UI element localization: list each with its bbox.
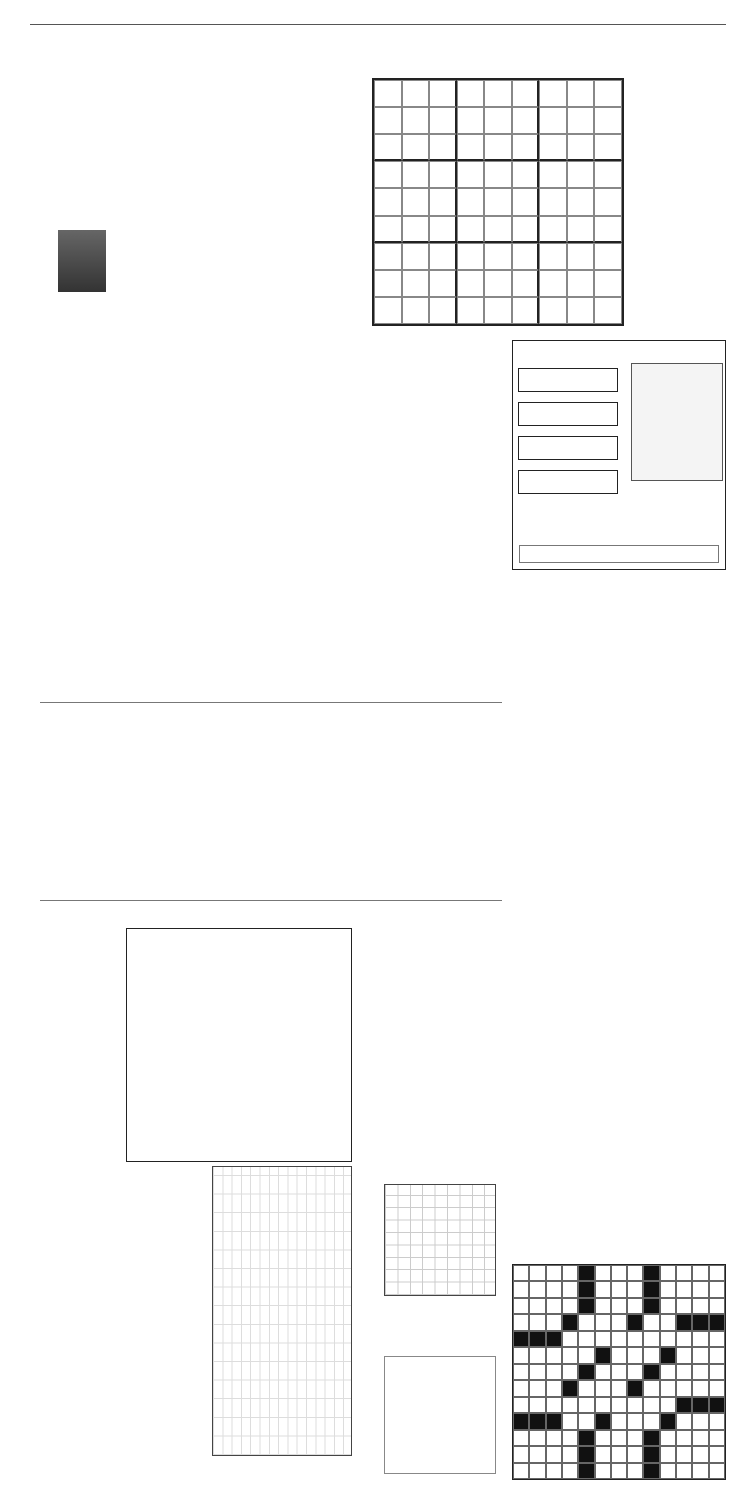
jumble-word-1 [518, 368, 618, 392]
sheffer-block [676, 1397, 692, 1413]
sudoku-cell [429, 188, 457, 215]
sudoku-cell [539, 161, 567, 188]
sheffer-cell [611, 1281, 627, 1297]
sheffer-cell [709, 1380, 725, 1396]
sudoku-cell [402, 107, 430, 134]
sheffer-cell [643, 1347, 659, 1363]
sudoku-cell [457, 297, 485, 324]
sudoku-cell [374, 216, 402, 243]
sudoku-cell [374, 188, 402, 215]
sheffer-cell [611, 1331, 627, 1347]
sheffer-cell [676, 1380, 692, 1396]
sheffer-cell [529, 1380, 545, 1396]
sudoku-cell [374, 107, 402, 134]
sheffer-cell [643, 1380, 659, 1396]
sheffer-clues [512, 1005, 726, 1247]
sudoku-cell [402, 243, 430, 270]
sheffer-cell [529, 1364, 545, 1380]
sudoku-cell [539, 80, 567, 107]
sheffer-cell [709, 1331, 725, 1347]
sudoku-cell [594, 243, 622, 270]
sheffer-cell [578, 1314, 594, 1330]
sheffer-cell [513, 1347, 529, 1363]
sheffer-block [643, 1265, 659, 1281]
sheffer-cell [546, 1446, 562, 1462]
sheffer-block [513, 1331, 529, 1347]
sheffer-cell [513, 1364, 529, 1380]
sheffer-cell [692, 1281, 708, 1297]
sheffer-cell [692, 1463, 708, 1479]
sheffer-block [562, 1314, 578, 1330]
sheffer-cell [546, 1397, 562, 1413]
sudoku-cell [539, 188, 567, 215]
sudoku-cell [567, 161, 595, 188]
sheffer-block [513, 1413, 529, 1429]
sudoku-grid [372, 78, 624, 326]
sudoku-cell [539, 134, 567, 161]
sudoku-cell [429, 134, 457, 161]
sudoku-cell [429, 243, 457, 270]
sudoku-cell [567, 134, 595, 161]
sheffer-cell [643, 1314, 659, 1330]
sudoku-cell [539, 297, 567, 324]
sheffer-cell [611, 1298, 627, 1314]
sudoku-cell [429, 161, 457, 188]
sheffer-cell [529, 1265, 545, 1281]
sudoku-cell [457, 216, 485, 243]
sheffer-cell [627, 1331, 643, 1347]
sudoku-cell [539, 270, 567, 297]
sheffer-block [595, 1413, 611, 1429]
sheffer-cell [676, 1347, 692, 1363]
sheffer-block [643, 1298, 659, 1314]
sheffer-cell [676, 1298, 692, 1314]
sheffer-cell [546, 1298, 562, 1314]
sheffer-grid [512, 1264, 726, 1480]
sheffer-block [627, 1314, 643, 1330]
sudoku-cell [484, 270, 512, 297]
advice-body [58, 145, 363, 605]
jumble-word-3 [518, 436, 618, 460]
sudoku-cell [484, 107, 512, 134]
sudoku-cell [594, 216, 622, 243]
sheffer-block [692, 1314, 708, 1330]
sudoku-cell [457, 134, 485, 161]
jumble-word-2 [518, 402, 618, 426]
sheffer-cell [513, 1314, 529, 1330]
sheffer-block [529, 1413, 545, 1429]
sheffer-cell [595, 1331, 611, 1347]
sheffer-cell [546, 1463, 562, 1479]
sheffer-cell [627, 1430, 643, 1446]
sheffer-cell [709, 1281, 725, 1297]
byline-spacer [58, 145, 267, 220]
sheffer-cell [627, 1446, 643, 1462]
sudoku-cell [512, 161, 540, 188]
sheffer-cell [513, 1446, 529, 1462]
sheffer-cell [692, 1430, 708, 1446]
sheffer-cell [611, 1413, 627, 1429]
sheffer-block [546, 1331, 562, 1347]
sheffer-cell [660, 1265, 676, 1281]
sheffer-block [578, 1463, 594, 1479]
sheffer-cell [611, 1430, 627, 1446]
sudoku-cell [429, 270, 457, 297]
sheffer-block [578, 1265, 594, 1281]
sheffer-block [578, 1298, 594, 1314]
sheffer-cell [562, 1446, 578, 1462]
sudoku-cell [512, 188, 540, 215]
sheffer-cell [692, 1380, 708, 1396]
sheffer-block [676, 1314, 692, 1330]
sheffer-block [578, 1430, 594, 1446]
sudoku-cell [512, 134, 540, 161]
sheffer-cell [546, 1265, 562, 1281]
sheffer-cell [595, 1446, 611, 1462]
sheffer-cell [611, 1446, 627, 1462]
sheffer-cell [595, 1364, 611, 1380]
sheffer-cell [692, 1446, 708, 1462]
sudoku-cell [567, 270, 595, 297]
sudoku-cell [402, 80, 430, 107]
commuter-down-clues [126, 1188, 210, 1498]
sheffer-block [595, 1347, 611, 1363]
sudoku-cell [457, 188, 485, 215]
sheffer-cell [676, 1430, 692, 1446]
sheffer-cell [627, 1265, 643, 1281]
commuter-across-clues [40, 928, 116, 1488]
sudoku-cell [484, 243, 512, 270]
sudoku-cell [402, 297, 430, 324]
sheffer-cell [676, 1281, 692, 1297]
sudoku-cell [594, 297, 622, 324]
sheffer-cell [660, 1298, 676, 1314]
sudoku-cell [484, 161, 512, 188]
sheffer-cell [611, 1364, 627, 1380]
sheffer-cell [676, 1265, 692, 1281]
sheffer-cell [529, 1430, 545, 1446]
sheffer-cell [611, 1265, 627, 1281]
sheffer-cell [562, 1413, 578, 1429]
sudoku-cell [374, 134, 402, 161]
sheffer-cell [546, 1281, 562, 1297]
sudoku-cell [512, 243, 540, 270]
sheffer-block [643, 1281, 659, 1297]
sudoku-cell [539, 243, 567, 270]
sudoku-cell [567, 243, 595, 270]
sheffer-cell [643, 1331, 659, 1347]
sheffer-cell [513, 1380, 529, 1396]
sudoku-cell [512, 297, 540, 324]
sheffer-cell [611, 1347, 627, 1363]
sheffer-cell [546, 1364, 562, 1380]
sheffer-cell [611, 1397, 627, 1413]
sudoku-cell [512, 216, 540, 243]
sheffer-cell [546, 1347, 562, 1363]
sudoku-cell [512, 107, 540, 134]
sudoku-cell [402, 216, 430, 243]
sheffer-cell [660, 1463, 676, 1479]
sheffer-cell [562, 1397, 578, 1413]
sudoku-cell [484, 188, 512, 215]
sudoku-cell [374, 297, 402, 324]
sheffer-cell [709, 1364, 725, 1380]
sudoku-cell [402, 161, 430, 188]
sudoku-cell [594, 188, 622, 215]
sheffer-cell [578, 1413, 594, 1429]
sheffer-cell [562, 1347, 578, 1363]
sheffer-cell [578, 1397, 594, 1413]
sudoku-cell [457, 107, 485, 134]
sheffer-cell [627, 1463, 643, 1479]
sheffer-cell [578, 1331, 594, 1347]
sheffer-cell [676, 1446, 692, 1462]
sudoku-cell [594, 80, 622, 107]
sudoku-cell [374, 270, 402, 297]
sheffer-cell [627, 1364, 643, 1380]
sheffer-cell [562, 1281, 578, 1297]
sheffer-block [546, 1413, 562, 1429]
sheffer-cell [529, 1314, 545, 1330]
sheffer-cell [611, 1380, 627, 1396]
sheffer-cell [595, 1463, 611, 1479]
sheffer-cell [513, 1397, 529, 1413]
sheffer-cell [562, 1463, 578, 1479]
sheffer-cell [660, 1364, 676, 1380]
sheffer-cell [595, 1314, 611, 1330]
commuter-rule [40, 900, 502, 901]
sheffer-block [643, 1364, 659, 1380]
sudoku-cell [484, 297, 512, 324]
commuter-grid [126, 928, 352, 1162]
sheffer-cell [692, 1347, 708, 1363]
sheffer-cell [660, 1314, 676, 1330]
sheffer-cell [595, 1380, 611, 1396]
sheffer-cell [692, 1331, 708, 1347]
sudoku-cell [484, 134, 512, 161]
sheffer-cell [513, 1298, 529, 1314]
sheffer-cell [562, 1430, 578, 1446]
sheffer-cell [692, 1298, 708, 1314]
sudoku-cell [567, 297, 595, 324]
sheffer-cell [627, 1298, 643, 1314]
sudoku-cell [429, 297, 457, 324]
sheffer-cell [595, 1397, 611, 1413]
sheffer-cell [595, 1281, 611, 1297]
sheffer-block [529, 1331, 545, 1347]
sheffer-cell [660, 1446, 676, 1462]
sheffer-cell [513, 1463, 529, 1479]
sudoku-cell [539, 216, 567, 243]
sheffer-block [660, 1413, 676, 1429]
sheffer-cell [562, 1364, 578, 1380]
sheffer-block [643, 1430, 659, 1446]
sheffer-block [660, 1347, 676, 1363]
sheffer-cell [709, 1413, 725, 1429]
sheffer-cell [595, 1298, 611, 1314]
sheffer-cell [513, 1265, 529, 1281]
sheffer-cell [627, 1397, 643, 1413]
sheffer-cell [529, 1298, 545, 1314]
sheffer-cell [627, 1281, 643, 1297]
sudoku-cell [567, 80, 595, 107]
sudoku-cell [429, 107, 457, 134]
sheffer-cell [709, 1265, 725, 1281]
sheffer-cell [660, 1281, 676, 1297]
sudoku-cell [457, 270, 485, 297]
sheffer-cell [529, 1463, 545, 1479]
sheffer-block [627, 1380, 643, 1396]
sudoku-cell [484, 80, 512, 107]
sudoku-cell [567, 107, 595, 134]
sudoku-cell [512, 80, 540, 107]
sudoku-cell [594, 107, 622, 134]
sheffer-cell [546, 1430, 562, 1446]
sheffer-cell [709, 1298, 725, 1314]
sheffer-cell [529, 1281, 545, 1297]
sheffer-cell [676, 1413, 692, 1429]
sheffer-cell [513, 1281, 529, 1297]
sudoku-cell [457, 243, 485, 270]
sudoku-cell [374, 161, 402, 188]
sheffer-cell [562, 1331, 578, 1347]
sheffer-cell [676, 1364, 692, 1380]
sheffer-cell [562, 1298, 578, 1314]
sheffer-block [643, 1446, 659, 1462]
sheffer-cell [709, 1446, 725, 1462]
sudoku-cell [429, 80, 457, 107]
sheffer-cell [611, 1314, 627, 1330]
sudoku-cell [539, 107, 567, 134]
commuter-solution-grid [212, 1166, 352, 1456]
sheffer-cell [643, 1413, 659, 1429]
sudoku-cell [374, 80, 402, 107]
sheffer-cell [692, 1413, 708, 1429]
sheffer-cell [529, 1397, 545, 1413]
sheffer-cell [660, 1397, 676, 1413]
horoscope-body [380, 364, 502, 980]
sudoku-cell [457, 80, 485, 107]
sheffer-cell [627, 1347, 643, 1363]
sheffer-cell [660, 1380, 676, 1396]
sheffer-cell [660, 1331, 676, 1347]
sheffer-block [578, 1364, 594, 1380]
sheffer-cell [709, 1430, 725, 1446]
sheffer-cell [546, 1314, 562, 1330]
sheffer-block [578, 1446, 594, 1462]
sheffer-cell [546, 1380, 562, 1396]
sheffer-block [578, 1281, 594, 1297]
sheffer-cell [562, 1265, 578, 1281]
sheffer-block [643, 1463, 659, 1479]
sheffer-cell [529, 1347, 545, 1363]
sheffer-cell [676, 1463, 692, 1479]
sudoku-cell [484, 216, 512, 243]
sudoku-cell [402, 270, 430, 297]
sheffer-cell [578, 1380, 594, 1396]
sheffer-cell [611, 1463, 627, 1479]
sheffer-block [709, 1397, 725, 1413]
sudoku-cell [567, 188, 595, 215]
sheffer-block [562, 1380, 578, 1396]
sudoku-cell [512, 270, 540, 297]
crypto-rule [40, 702, 502, 703]
jumble-answer-boxes [519, 545, 719, 563]
sudoku-cell [374, 243, 402, 270]
sheffer-cell [660, 1430, 676, 1446]
sheffer-block [709, 1314, 725, 1330]
sheffer-block [692, 1397, 708, 1413]
sheffer-cell [595, 1265, 611, 1281]
sheffer-cell [529, 1446, 545, 1462]
sheffer-cell [513, 1430, 529, 1446]
commuter-down-clues-2 [212, 1460, 352, 1508]
sudoku-cell [402, 188, 430, 215]
sudoku-cell [594, 161, 622, 188]
sudoku-cell [457, 161, 485, 188]
sheffer-cell [578, 1347, 594, 1363]
sudoku-solution-grid [384, 1184, 496, 1296]
sheffer-cell [692, 1364, 708, 1380]
sheffer-cell [709, 1463, 725, 1479]
header-rule [30, 24, 726, 25]
sheffer-cell [676, 1331, 692, 1347]
jumble-word-4 [518, 470, 618, 494]
sudoku-cell [594, 270, 622, 297]
jumble-cartoon [631, 363, 723, 481]
sheffer-cell [595, 1430, 611, 1446]
sleuth-solution-grid [384, 1356, 496, 1474]
sheffer-cell [709, 1347, 725, 1363]
sheffer-cell [692, 1265, 708, 1281]
sudoku-cell [429, 216, 457, 243]
sheffer-cell [643, 1397, 659, 1413]
sudoku-cell [567, 216, 595, 243]
sudoku-cell [594, 134, 622, 161]
sheffer-cell [627, 1413, 643, 1429]
sudoku-cell [402, 134, 430, 161]
